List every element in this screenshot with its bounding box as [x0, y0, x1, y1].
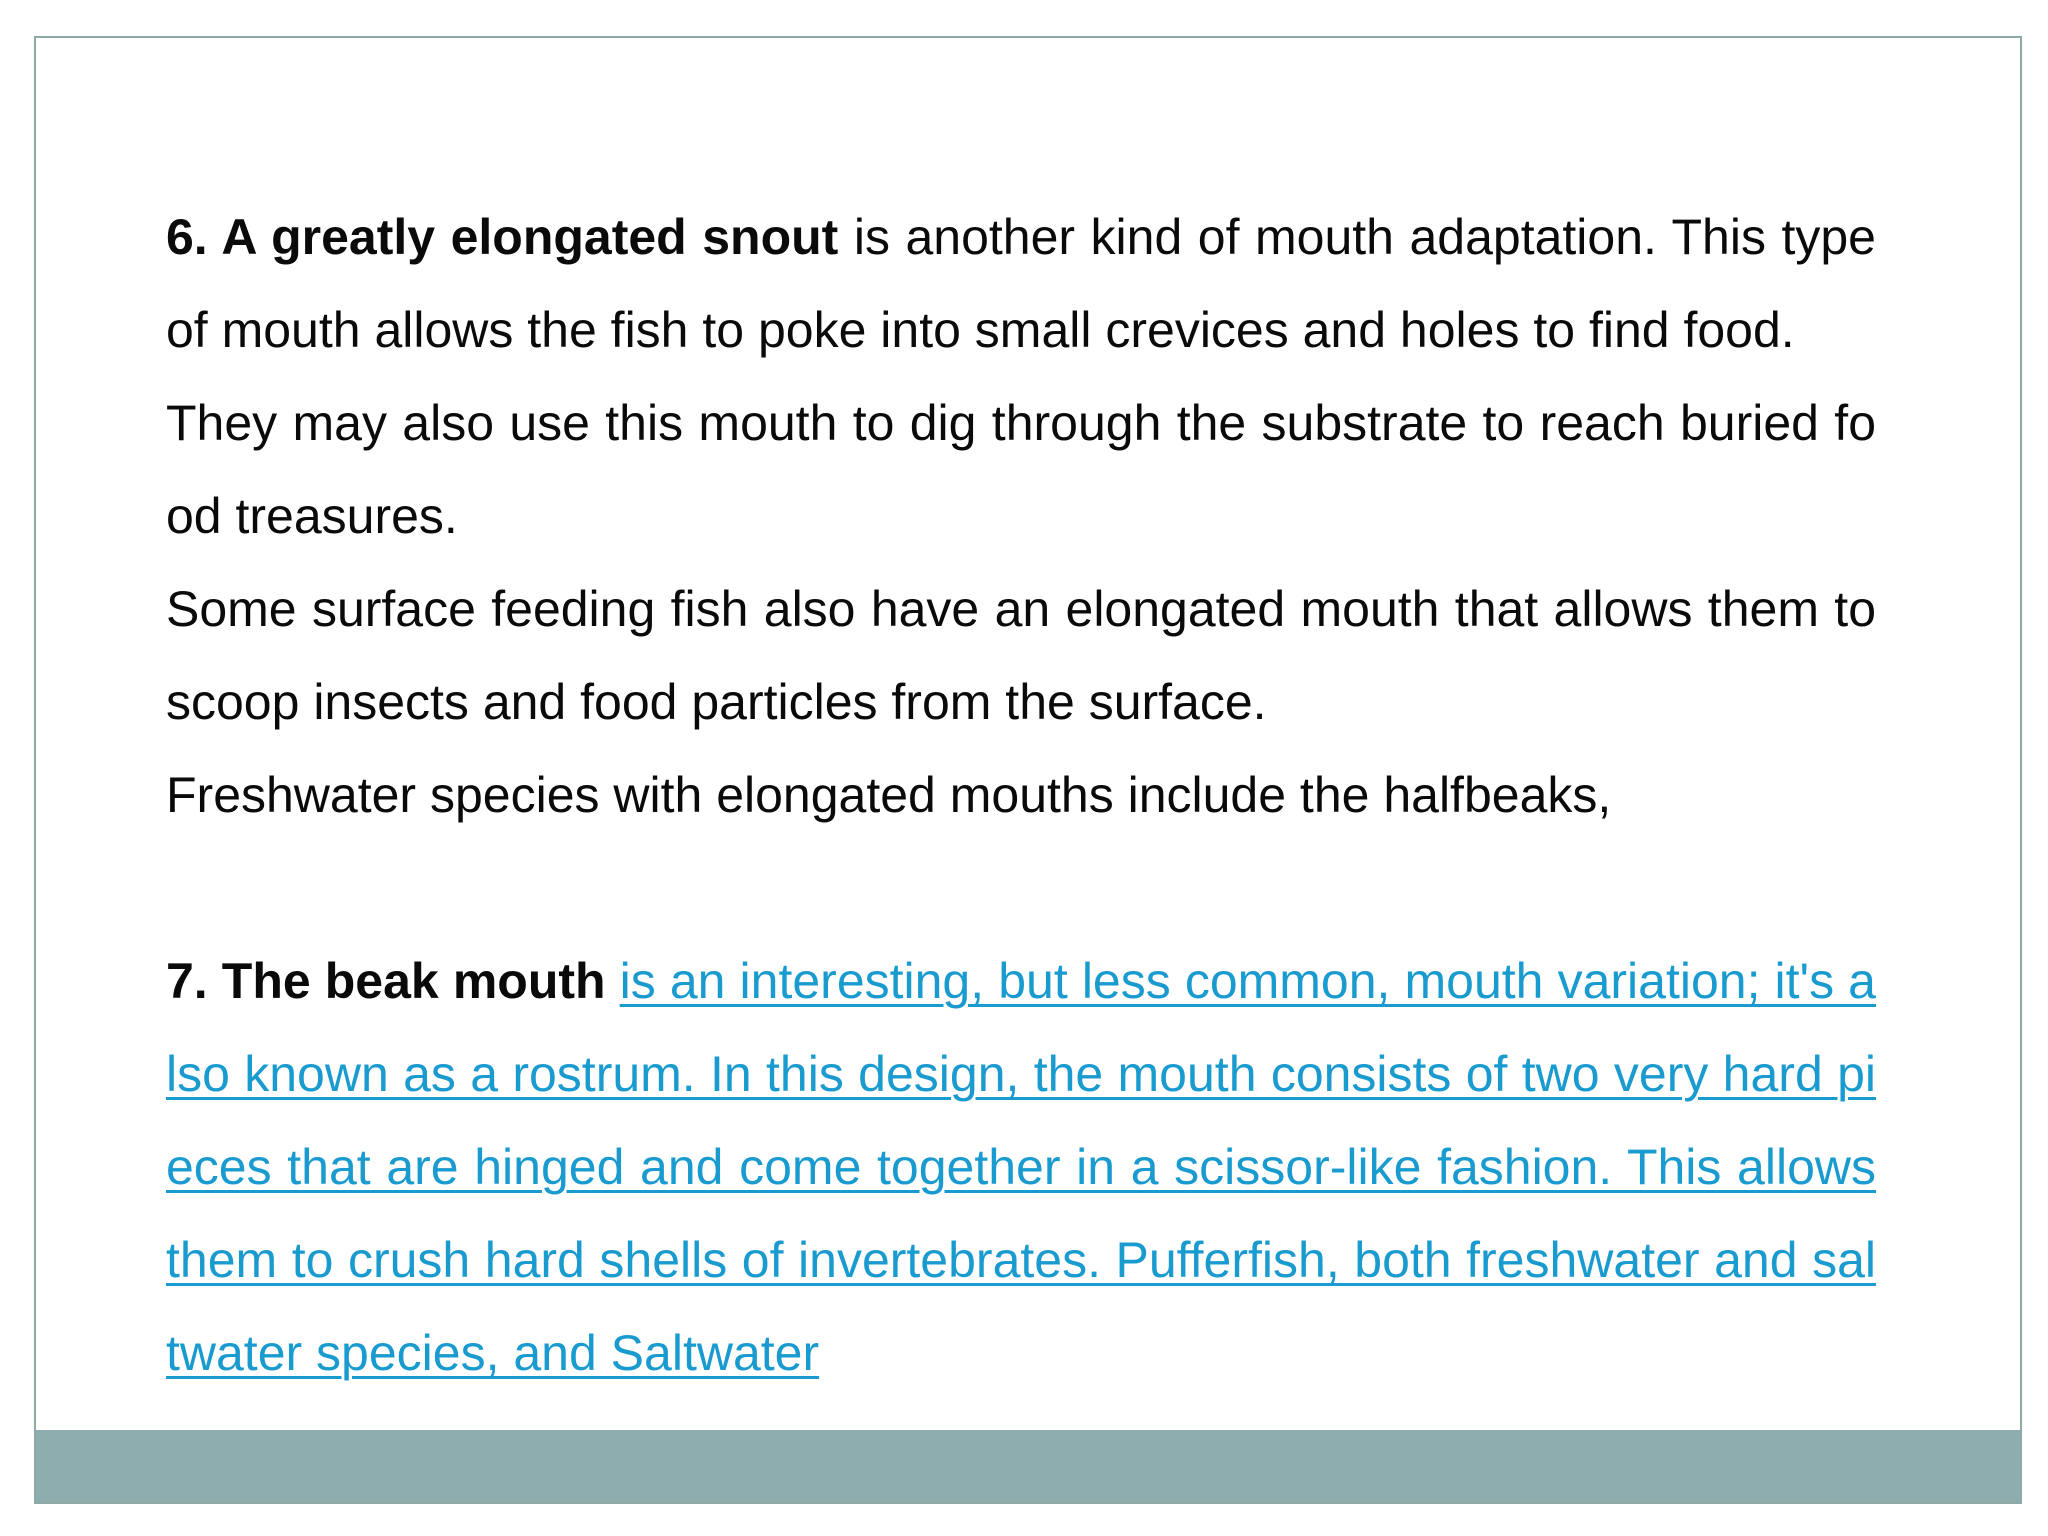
paragraph-6-line-2: They may also use this mouth to dig through the substrate to reach buried food treasures. — [166, 395, 1876, 544]
footer-band — [36, 1430, 2020, 1502]
paragraph-7-heading: 7. The beak mouth — [166, 953, 606, 1009]
paragraph-7 — [166, 935, 1876, 1400]
slide-content — [166, 191, 1876, 1400]
paragraph-6-intro: is another kind of mouth adaptation. This type of mouth allows the fish to poke into small crevices and holes to find food. — [166, 209, 1876, 358]
paragraph-6-line-4: Freshwater species with elongated mouths include the halfbeaks, — [166, 767, 1612, 823]
beak-mouth-link[interactable]: is an interesting, but less common, mouth variation; it's also known as a rostrum. In this design, the mouth consists of two very hard pieces that are hinged and come together in a scissor-like fashion. This allows them to crush hard shells of invertebrates. Pufferfish, both freshwater and saltwater species, and Saltwater — [166, 953, 1876, 1381]
paragraph-6-heading: 6. A greatly elongated snout — [166, 209, 839, 265]
slide — [34, 36, 2022, 1504]
paragraph-6-line-3: Some surface feeding fish also have an elongated mouth that allows them to scoop insects and food particles from the surface. — [166, 581, 1876, 730]
paragraph-spacer — [166, 842, 1876, 935]
paragraph-6 — [166, 191, 1876, 377]
